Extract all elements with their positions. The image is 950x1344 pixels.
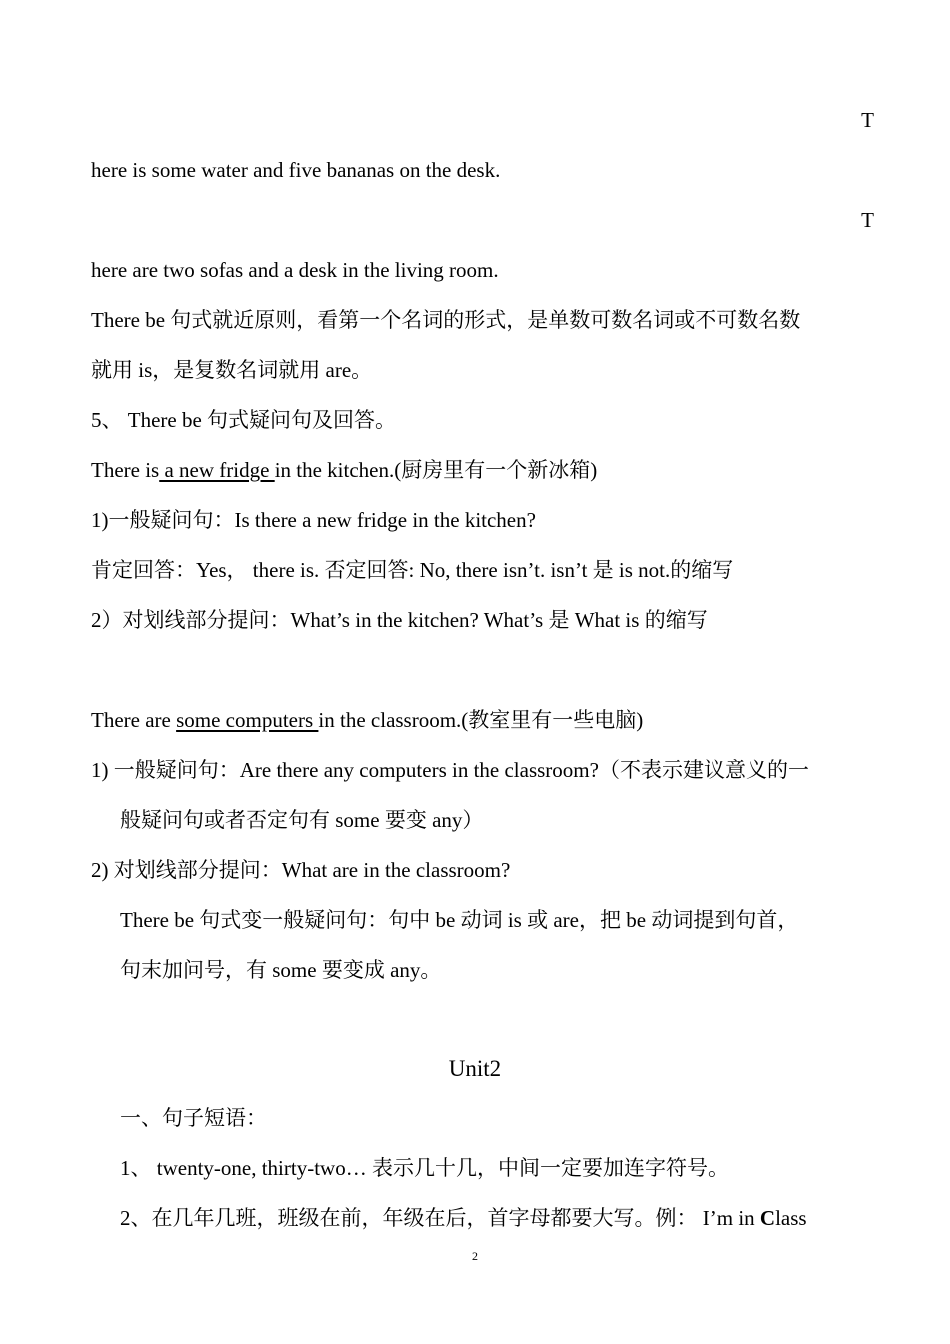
section-heading: 5、 There be 句式疑问句及回答。 [91,408,397,432]
bold-letter: C [759,1206,776,1230]
text-line: here is some water and five bananas on the desk. [91,158,501,182]
sentence-end: in the kitchen.(厨房里有一个新冰箱) [274,458,598,482]
text-line: 肯定回答：Yes， there is. 否定回答: No, there isn’t. isn’t 是 is not.的缩写 [91,558,734,582]
line-text-end: lass [775,1206,807,1230]
underlined-phrase: a new fridge [159,458,275,482]
unit-title: Unit2 [448,1056,502,1081]
text-line: here are two sofas and a desk in the living room. [91,258,499,282]
text-line: 句末加问号，有 some 要变成 any。 [120,958,442,982]
page-number: 2 [472,1249,478,1263]
wrapped-letter-t: T [861,208,874,232]
text-line: There be 句式变一般疑问句：句中 be 动词 is 或 are，把 be 动词提到句首， [120,908,799,932]
text-line: 2）对划线部分提问：What’s in the kitchen? What’s 是 What is 的缩写 [91,608,708,632]
text-line: 1)一般疑问句：Is there a new fridge in the kitchen? [91,508,536,532]
text-line [120,1208,807,1229]
text-line: 就用 is，是复数名词就用 are。 [91,358,373,382]
example-sentence [91,710,643,731]
text-line: 1、 twenty-one, thirty-two… 表示几十几，中间一定要加连字符号。 [120,1156,729,1180]
underlined-phrase: some computers [176,708,319,732]
section-heading: 一、句子短语： [120,1106,267,1130]
text-line: 1) 一般疑问句：Are there any computers in the classroom?（不表示建议意义的一 [91,758,809,782]
text-line: 2) 对划线部分提问：What are in the classroom? [91,858,511,882]
example-sentence [91,460,597,481]
sentence-start: There is [91,458,160,482]
wrapped-letter-t: T [861,108,874,132]
sentence-end: in the classroom.(教室里有一些电脑) [318,708,644,732]
text-line: There be 句式就近原则，看第一个名词的形式，是单数可数名词或不可数名数 [91,308,801,332]
sentence-start: There are [91,708,177,732]
text-line: 般疑问句或者否定句有 some 要变 any） [120,808,484,832]
line-text: 2、在几年几班，班级在前，年级在后，首字母都要大写。例： I’m in [120,1206,760,1230]
